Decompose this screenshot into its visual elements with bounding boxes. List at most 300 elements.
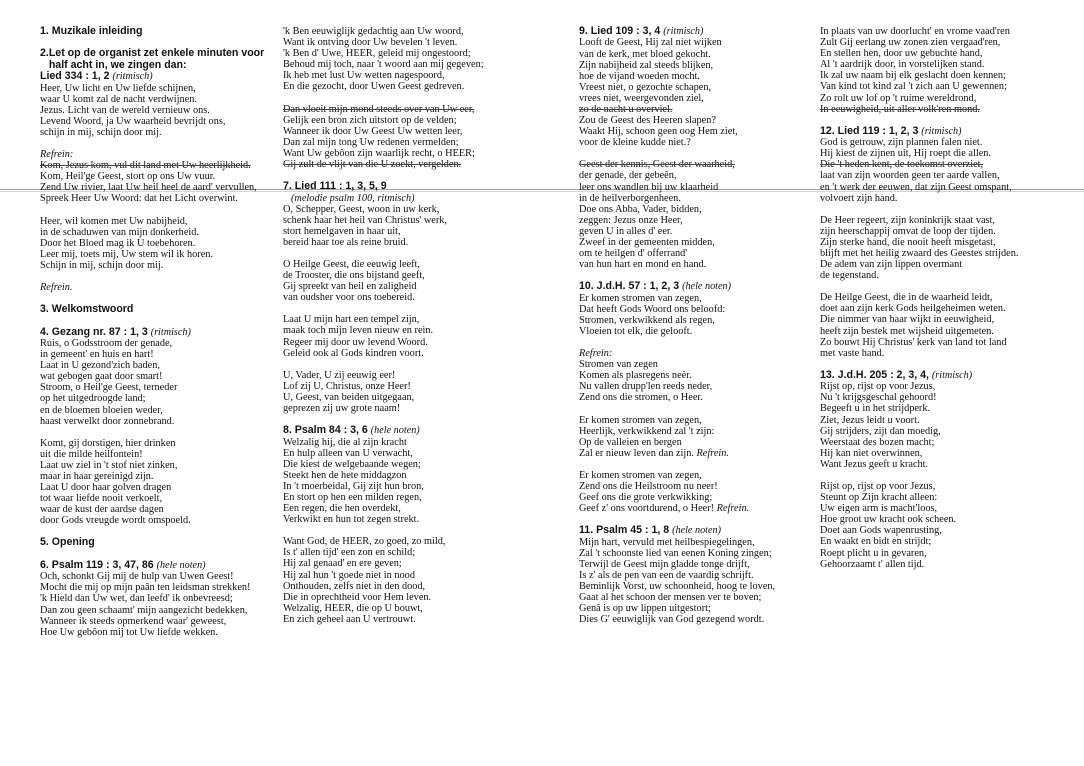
verse-line-text: Ruis, o Godsstroom der genade, (40, 337, 173, 349)
verse-line (40, 216, 290, 227)
verse-line (579, 126, 829, 137)
verse-line (40, 616, 290, 627)
verse-line-text: Die nimmer van haar wijkt in eeuwigheid, (820, 314, 995, 326)
verse-line (579, 470, 829, 481)
verse-line (820, 459, 1070, 470)
verse-line (40, 627, 290, 638)
verse-line (283, 392, 533, 403)
verse-line (40, 593, 290, 604)
verse-line (283, 570, 533, 581)
verse-line-text: Die kiest de welgebaande wegen; (283, 458, 421, 470)
verse-gap (283, 359, 533, 370)
verse-line (283, 292, 533, 303)
verse-line (40, 360, 290, 371)
verse-line (40, 127, 290, 138)
verse-line-text: Welzalig, HEER, die op U bouwt, (283, 602, 423, 614)
verse-line-text: doet aan zijn kerk Gods heilgeheimen weten. (820, 303, 1006, 315)
verse-line (820, 348, 1070, 359)
section-heading (579, 26, 829, 37)
verse-line-text: Er komen stromen van zegen, (579, 469, 702, 481)
verse-line (283, 314, 533, 325)
verse-line (283, 470, 533, 481)
verse-line (40, 438, 290, 449)
verse-line (283, 558, 533, 569)
verse-line-text: stort hemelgaven in haar uit, (283, 225, 401, 237)
verse-line-text: Al 't aardrijk door, in vorstelijken stand. (820, 59, 985, 71)
verse-line-text: de Trooster, die ons bijstand geeft, (283, 270, 425, 282)
verse-gap (579, 404, 829, 415)
verse-line-text: Waakt Hij, schoon geen oog Hem ziet, (579, 126, 738, 138)
italic-line (579, 348, 829, 359)
verse-line (579, 426, 829, 437)
verse-line-text: haast verwelkt door zonnebrand. (40, 415, 175, 427)
verse-line-text: In 't moerbeidal, Gij zijt hun bron, (283, 480, 424, 492)
verse-line (579, 104, 829, 115)
verse-line-text: wat gebogen gaat door smart! (40, 371, 163, 383)
verse-line (283, 437, 533, 448)
verse-gap (579, 148, 829, 159)
verse-line-text: Zou de Geest des Heeren slapen? (579, 115, 716, 127)
verse-line (820, 193, 1070, 204)
verse-line (40, 116, 290, 127)
verse-line (820, 70, 1070, 81)
verse-line-text: 'k Ben eeuwiglijk gedachtig aan Uw woord, (283, 26, 464, 37)
section-heading (40, 537, 290, 548)
verse-line (579, 170, 829, 181)
section-heading (40, 560, 290, 571)
verse-gap (40, 271, 290, 282)
section-heading-text: 3. Welkomstwoord (40, 303, 134, 316)
verse-line (283, 325, 533, 336)
verse-gap (579, 337, 829, 348)
verse-line-text: Zijn nabijheid zal steeds blijken, (579, 59, 714, 71)
verse-line (40, 338, 290, 349)
verse-line-text: Gehoorzaamt t' allen tijd. (820, 558, 925, 570)
verse-line (820, 514, 1070, 525)
verse-line (40, 105, 290, 116)
verse-line (579, 437, 829, 448)
verse-line (820, 270, 1070, 281)
verse-line (820, 548, 1070, 559)
verse-line-text: Want ik ontving door Uw bevelen 't leven. (283, 37, 458, 49)
verse-line-text: Levend Woord, ja Uw waarheid bevrijdt ons, (40, 115, 226, 127)
verse-line (283, 148, 533, 159)
verse-line-text: Gij strijders, zijt dan moedig, (820, 425, 941, 437)
verse-line-text: Kom, Jezus kom, vul dit land met Uw heerlijkheid. (40, 160, 251, 172)
verse-line-text: Ziet, Jezus leidt u voort. (820, 414, 920, 426)
verse-line-text: Stroom, o Heil'ge Geest, terneder (40, 382, 178, 394)
verse-line (283, 59, 533, 70)
verse-line-text: Behoud mij toch, naar 't woord aan mij gegeven; (283, 59, 484, 71)
verse-line-text: van hun hart en mond en hand. (579, 259, 707, 271)
verse-line (40, 416, 290, 427)
verse-line-text: Stromen, verkwikkend als regen, (579, 314, 715, 326)
verse-gap (579, 459, 829, 470)
verse-line (820, 481, 1070, 492)
verse-line (820, 104, 1070, 115)
verse-line (40, 382, 290, 393)
verse-line (579, 537, 829, 548)
verse-line (820, 403, 1070, 414)
verse-line-text: Terwijl de Geest mijn gladde tonge drijft, (579, 558, 750, 570)
verse-line-text: Schijn in mij, schijn door mij. (40, 259, 164, 271)
verse-line-text: Want Uw gebôon zijn waarlijk recht, o HEER; (283, 147, 475, 159)
verse-line (820, 259, 1070, 270)
verse-line-text: zijn heerschappij omvat de loop der tijden. (820, 225, 996, 237)
verse-line-text: O Heilge Geest, die eeuwig leeft, (283, 259, 420, 270)
verse-line (820, 226, 1070, 237)
italic-line (283, 193, 533, 204)
verse-line-text: Geleid ook al Gods kindren voort. (283, 347, 424, 359)
section-heading-text: Lied 334 : 1, 2 (40, 70, 110, 83)
verse-line-text: laat van zijn woorden geen ter aarde vallen, (820, 170, 1000, 182)
verse-line-text: De Heer regeert, zijn koninkrijk staat vast, (820, 214, 995, 226)
verse-line-text: schenk haar het heil van Christus' werk, (283, 214, 447, 226)
verse-line (579, 37, 829, 48)
verse-line (40, 193, 290, 204)
verse-line-text: Zo bouwt Hij Christus' kerk van land tot land (820, 336, 1007, 348)
verse-line (579, 448, 829, 459)
section-heading (283, 425, 533, 436)
verse-line-text: Hij kan niet overwinnen, (820, 447, 923, 459)
verse-line-text: blijft met het heilig zwaard des Geestes strijden. (820, 248, 1019, 259)
verse-line-text: Nu vallen drupp'len reeds neder, (579, 381, 713, 393)
verse-line (820, 59, 1070, 70)
verse-line-text: Want Jezus geeft u kracht. (820, 458, 929, 470)
verse-line (820, 148, 1070, 159)
verse-line-text: Zal er nieuw leven dan zijn. (579, 447, 694, 459)
section-heading (40, 71, 290, 82)
verse-line (40, 515, 290, 526)
melody-note: (ritmisch) (112, 71, 153, 83)
verse-line-text: Lof zij U, Christus, onze Heer! (283, 380, 411, 392)
section-heading-text: 11. Psalm 45 : 1, 8 (579, 524, 670, 537)
melody-note: (ritmisch) (931, 369, 973, 381)
verse-line (283, 536, 533, 547)
verse-line (40, 238, 290, 249)
refrain-marker: Refrein. (716, 503, 750, 515)
verse-line-text: Doet aan Gods wapenrusting, (820, 525, 942, 537)
verse-line-text: Gij spreekt van heil en zaligheid (283, 281, 417, 293)
refrain-marker: Refrein. (696, 447, 730, 459)
verse-line (579, 392, 829, 403)
verse-line-text: Beminlijk Vorst, uw schoonheid, hoog te loven, (579, 581, 776, 593)
verse-line (820, 326, 1070, 337)
verse-line-text: Zend ons die stromen, o Heer. (579, 392, 703, 404)
verse-line (40, 260, 290, 271)
verse-line (40, 460, 290, 471)
verse-line (579, 60, 829, 71)
verse-line-text: Gaat al het schoon der mensen ver te boven; (579, 592, 762, 604)
verse-line-text: Ik zal uw naam bij elk geslacht doen kennen; (820, 70, 1006, 82)
verse-line-text: Spreek Heer Uw Woord: dat het Licht overwint. (40, 193, 238, 205)
verse-line-text: Een regen, die hen overdekt, (283, 503, 401, 515)
verse-line (820, 26, 1070, 37)
verse-line (820, 215, 1070, 226)
verse-line (283, 381, 533, 392)
verse-line (40, 582, 290, 593)
verse-line-text: Refrein: (40, 149, 74, 161)
verse-line-text: Jezus. Licht van de wereld vernieuw ons. (40, 104, 210, 116)
verse-line-text: bereid haar toe als reine bruid. (283, 236, 409, 248)
column-2 (283, 26, 533, 625)
verse-line (579, 481, 829, 492)
verse-line-text: met vaste hand. (820, 347, 885, 359)
verse-line-text: Mocht die mij op mijn paân ten leidsman strekken! (40, 582, 251, 594)
verse-line (579, 315, 829, 326)
verse-line (283, 81, 533, 92)
melody-note: (ritmisch) (150, 326, 191, 338)
verse-line-text: heeft zijn bestek met wijsheid uitgemeten. (820, 325, 994, 337)
verse-line-text: In eeuwigheid, uit aller volk'ren mond. (820, 103, 980, 115)
verse-line-text: Dies G' eeuwiglijk van God gezegend wordt. (579, 614, 765, 626)
verse-line-text: En stellen hen, door uw gebuchte hand, (820, 48, 983, 60)
verse-line (283, 70, 533, 81)
verse-line-text: In plaats van uw doorlucht' en vrome vaad'ren (820, 26, 1010, 37)
verse-line-text: Doe ons Abba, Vader, bidden, (579, 203, 702, 215)
section-heading (40, 26, 290, 37)
verse-line-text: Verkwikt en hun tot zegen strekt. (283, 514, 420, 526)
verse-line-text: Mijn hart, vervuld met heilbespiegelingen, (579, 536, 755, 548)
verse-line (579, 137, 829, 148)
melody-note: (hele noten) (672, 525, 721, 537)
verse-gap (283, 93, 533, 104)
verse-line (283, 215, 533, 226)
section-heading (820, 126, 1070, 137)
verse-line (40, 349, 290, 360)
italic-line (40, 282, 290, 293)
verse-line (579, 304, 829, 315)
verse-line (579, 326, 829, 337)
verse-line (40, 371, 290, 382)
verse-line-text: Er komen stromen van zegen, (579, 414, 702, 426)
section-heading-text: 6. Psalm 119 : 3, 47, 86 (40, 558, 154, 571)
verse-line-text: Die 't heden kent, de toekomst overziet, (820, 159, 984, 171)
verse-line-text: Laat U door haar golven dragen (40, 482, 172, 494)
verse-line (40, 405, 290, 416)
verse-line (283, 514, 533, 525)
verse-line-text: en 't werk der eeuwen, dat zijn Geest omspant, (820, 181, 1012, 193)
verse-line-text: der genade, der gebeên, (579, 170, 677, 182)
verse-line-text: Heer, wil komen met Uw nabijheid, (40, 215, 188, 227)
section-heading (283, 181, 533, 192)
melody-note: (hele noten) (682, 281, 731, 293)
verse-line-text: Wanneer ik steeds opmerkend waar' geweest, (40, 615, 227, 627)
verse-line (820, 314, 1070, 325)
verse-line (579, 49, 829, 60)
verse-line (40, 482, 290, 493)
verse-line-text: schijn in mij, schijn door mij. (40, 127, 162, 138)
verse-line-text: Kom, Heil'ge Geest, stort op ons Uw vuur. (40, 171, 216, 183)
verse-line (579, 603, 829, 614)
verse-line (820, 337, 1070, 348)
verse-line-text: Hoe Uw gebôon mij tot Uw liefde wekken. (40, 626, 218, 638)
verse-line (283, 348, 533, 359)
verse-line-text: 'k Ben d' Uwe, HEER, geleid mij ongestoord; (283, 48, 471, 60)
verse-line (820, 559, 1070, 570)
verse-line-text: En die gezocht, door Uwen Geest gedreven. (283, 81, 465, 93)
verse-line (283, 403, 533, 414)
verse-line-text: Van kind tot kind zal 't zich aan U gewennen; (820, 81, 1007, 93)
verse-gap (40, 427, 290, 438)
verse-line-text: Komen als plasregens neêr. (579, 370, 692, 382)
verse-line (283, 603, 533, 614)
verse-line (579, 159, 829, 170)
verse-line-text: Hij zal genaad' en ere geven; (283, 558, 402, 570)
verse-line-text: Refrein: (579, 348, 613, 360)
verse-line (40, 182, 290, 193)
verse-line (579, 592, 829, 603)
verse-line (283, 581, 533, 592)
verse-line (283, 226, 533, 237)
verse-line-text: En stort op hen een milden regen, (283, 492, 422, 503)
verse-line-text: in gemeent' en huis en hart! (40, 349, 154, 361)
verse-line (579, 415, 829, 426)
verse-line (40, 504, 290, 515)
verse-line-text: De adem van zijn lippen overmant (820, 259, 963, 271)
verse-line (820, 437, 1070, 448)
verse-line-text: Weerstaat des bozen macht; (820, 436, 935, 448)
verse-line (283, 281, 533, 292)
section-heading-text: half acht in, we zingen dan: (40, 58, 187, 71)
verse-line (283, 126, 533, 137)
verse-gap (40, 205, 290, 216)
verse-line (579, 248, 829, 259)
verse-line (820, 303, 1070, 314)
verse-line (40, 571, 290, 582)
verse-line-text: Begeeft u in het strijdperk. (820, 403, 931, 415)
verse-line-text: Uw eigen arm is macht'loos, (820, 503, 938, 515)
verse-line (579, 559, 829, 570)
verse-line-text: zeggen: Jezus onze Heer, (579, 214, 683, 226)
verse-line-text: Hoe groot uw kracht ook scheen. (820, 514, 957, 526)
verse-line (820, 170, 1070, 181)
verse-line-text: Rijst op, rijst op voor Jezus, (820, 381, 936, 393)
section-heading-text: 2.Let op de organist zet enkele minuten voor (40, 47, 265, 60)
verse-line-text: Wanneer ik door Uw Geest Uw wetten leer, (283, 125, 463, 137)
verse-line (40, 171, 290, 182)
verse-line-text: Onthouden, zelfs niet in den dood, (283, 580, 426, 592)
verse-line-text: volvoert zijn hand. (820, 192, 898, 204)
verse-line-text: Er komen stromen van zegen, (579, 292, 702, 304)
verse-line-text: Gij zult de vlijt van die U zoekt, vergelden. (283, 159, 462, 171)
verse-line-text: Zend Uw rivier, laat Uw heil heel de aard' vervullen, (40, 182, 257, 194)
verse-line-text: Zal 't schoonste lied van eenen Koning zingen; (579, 547, 772, 559)
verse-line (283, 337, 533, 348)
verse-line (820, 536, 1070, 547)
verse-gap (283, 303, 533, 314)
verse-line (579, 614, 829, 625)
section-heading (820, 370, 1070, 381)
verse-line (579, 293, 829, 304)
verse-line (579, 492, 829, 503)
verse-line (40, 83, 290, 94)
verse-line-text: de tegenstand. (820, 270, 879, 282)
verse-line (283, 259, 533, 270)
verse-line-text: maak toch mijn leven nieuw en rein. (283, 325, 434, 337)
verse-line-text: in de heilverborgenheen. (579, 192, 681, 204)
verse-line (283, 370, 533, 381)
verse-line-text: Genâ is op uw lippen uitgestort; (579, 603, 711, 615)
verse-line (283, 448, 533, 459)
melody-note: (ritmisch) (663, 26, 704, 37)
section-heading (579, 525, 829, 536)
verse-line (40, 94, 290, 105)
verse-gap (820, 470, 1070, 481)
italic-line (40, 149, 290, 160)
verse-line (820, 48, 1070, 59)
verse-line (283, 459, 533, 470)
verse-line (579, 226, 829, 237)
verse-line-text: Vreest niet, o gezochte schapen, (579, 81, 712, 93)
verse-line (579, 71, 829, 82)
verse-line (579, 259, 829, 270)
verse-line-text: tot waar liefde nooit verkoelt, (40, 493, 163, 505)
verse-line (283, 104, 533, 115)
verse-line (579, 115, 829, 126)
verse-line (283, 481, 533, 492)
verse-line (820, 182, 1070, 193)
column-1 (40, 26, 290, 638)
verse-line-text: van oudsher voor ons toebereid. (283, 292, 415, 304)
melody-note: (ritmisch) (921, 125, 962, 137)
section-heading-text: 7. Lied 111 : 1, 3, 5, 9 (283, 180, 387, 193)
verse-line-text: Heerlijk, verkwikkend zal 't zijn: (579, 425, 715, 437)
verse-line (820, 415, 1070, 426)
verse-line (579, 503, 829, 514)
verse-line-text: Hij zal hun 't goede niet in nood (283, 569, 415, 581)
verse-line-text: zo de nacht u overviel. (579, 103, 673, 115)
verse-line-text: Dat heeft Gods Woord ons beloofd: (579, 303, 726, 315)
verse-line (283, 592, 533, 603)
verse-line (579, 215, 829, 226)
verse-line-text: Die in oprechtheid voor Hem leven. (283, 591, 432, 603)
verse-line (283, 503, 533, 514)
verse-line-text: leer ons wandlen bij uw klaarheid (579, 181, 719, 193)
section-heading (40, 327, 290, 338)
verse-line (40, 493, 290, 504)
verse-line (579, 548, 829, 559)
verse-line-text: Roept plicht u in gevaren, (820, 547, 927, 559)
melody-note: (hele noten) (156, 559, 206, 571)
verse-line (579, 237, 829, 248)
verse-line-text: 'k Hield dan Uw wet, dan leefd' ik onbevreesd; (40, 593, 233, 605)
verse-line-text: hoe de vijand woeden mocht. (579, 70, 700, 82)
section-heading-text: 5. Opening (40, 536, 95, 549)
section-heading-text: 10. J.d.H. 57 : 1, 2, 3 (579, 280, 680, 293)
verse-line (820, 137, 1070, 148)
verse-line (820, 37, 1070, 48)
verse-line-text: voor de kleine kudde niet.? (579, 137, 691, 149)
verse-line (40, 471, 290, 482)
verse-line-text: Door het Bloed mag ik U toebehoren. (40, 237, 196, 249)
verse-line (283, 159, 533, 170)
verse-line-text: O, Schepper, Geest, woon in uw kerk, (283, 203, 440, 215)
verse-line-text: Regeer mij door uw levend Woord. (283, 336, 428, 348)
verse-line-text: Steekt hen de hete middagzon (283, 469, 407, 481)
section-heading (40, 304, 290, 315)
verse-line-text: Zijn sterke hand, die nooit heeft misgetast, (820, 236, 996, 248)
verse-line-text: Laat uw ziel in 't stof niet zinken, (40, 459, 178, 471)
verse-line (40, 249, 290, 260)
verse-line-text: (melodie psalm 100, ritmisch) (291, 192, 415, 204)
verse-line (579, 381, 829, 392)
verse-line-text: Zweef in der gemeenten midden, (579, 237, 715, 248)
verse-line-text: God is getrouw, zijn plannen falen niet. (820, 137, 983, 149)
verse-line-text: De Heilge Geest, die in de waarheid leidt, (820, 292, 993, 304)
column-4 (820, 26, 1070, 570)
verse-line-text: Ik heb met lust Uw wetten nagespoord, (283, 70, 445, 82)
